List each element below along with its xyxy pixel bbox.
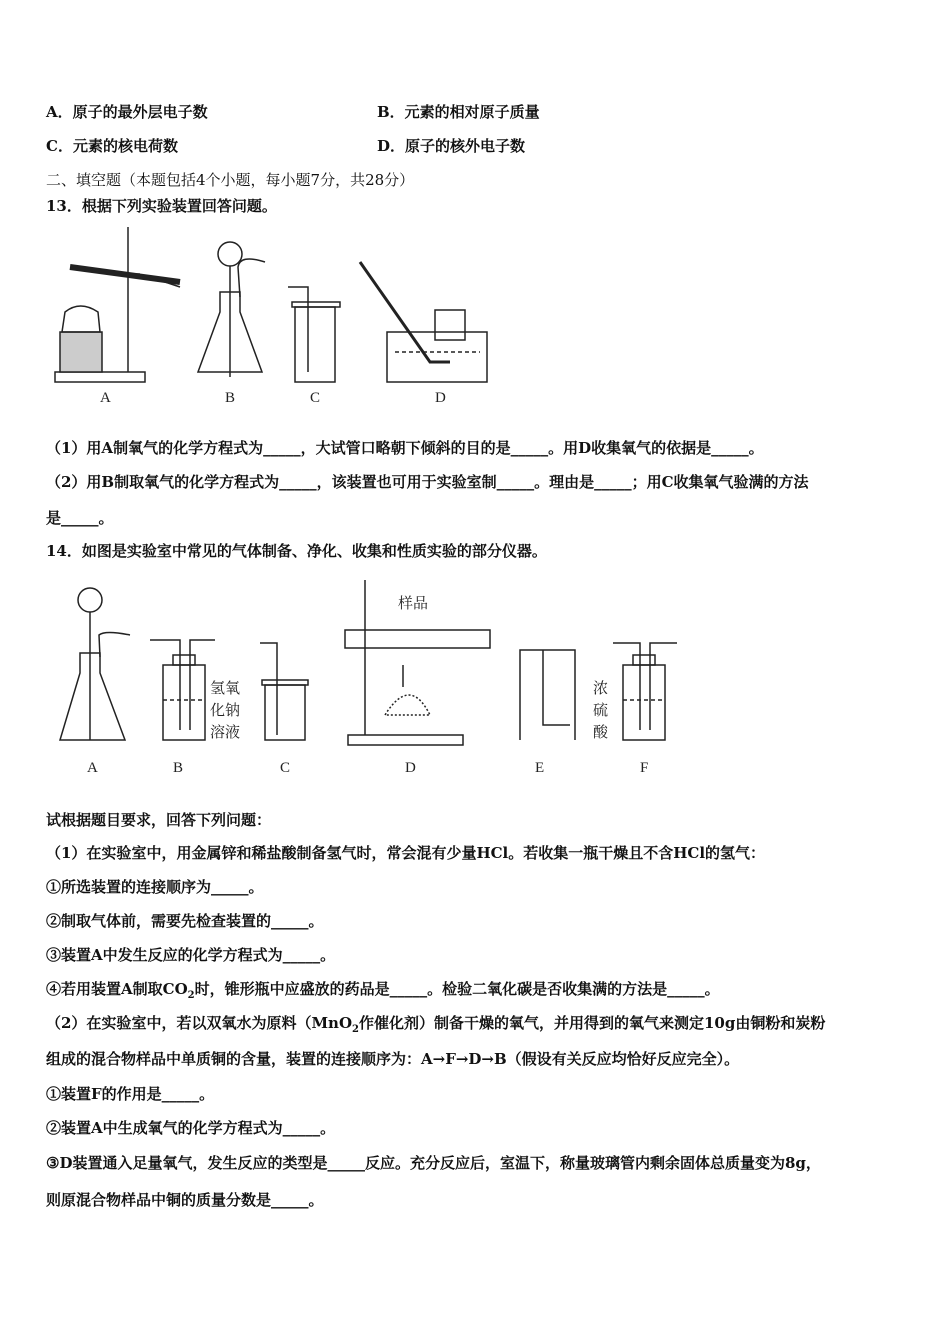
section-title: 二、填空题（本题包括4个小题，每小题7分，共28分） [46, 171, 415, 189]
q14-part2-item4: 则原混合物样品中铜的质量分数是_____。 [46, 1191, 324, 1209]
q13-part1: （1）用A制氧气的化学方程式为_____，大试管口略朝下倾斜的目的是_____。用D收集氧气的依据是_____。 [46, 439, 764, 457]
q14-intro: 试根据题目要求，回答下列问题： [46, 811, 272, 829]
q14-part2-item3: ③D装置通入足量氧气，发生反应的类型是_____反应。充分反应后，室温下，称量玻璃管内剩余固体总质量变为8g， [46, 1154, 821, 1172]
text: 时，锥形瓶中应盛放的药品是_____。检验二氧化碳是否收集满的方法是_____。 [194, 980, 720, 998]
option-d: D．原子的核外电子数 [377, 137, 526, 155]
apparatus-a [55, 227, 180, 406]
subscript: 2 [352, 1024, 359, 1035]
option-c: C．元素的核电荷数 [46, 137, 178, 155]
svg-text:硫: 硫 [593, 701, 609, 719]
apparatus-d [345, 580, 490, 776]
text: （2）在实验室中，若以双氧水为原料（MnO [46, 1014, 353, 1032]
apparatus-b-naoh [150, 640, 240, 776]
svg-text:样品: 样品 [398, 594, 429, 612]
q13-apparatus-figure [50, 222, 500, 412]
apparatus-f-sulfuric-acid [593, 643, 677, 776]
svg-text:浓: 浓 [593, 679, 609, 697]
svg-text:F: F [640, 760, 649, 776]
q14-stem: 14．如图是实验室中常见的气体制备、净化、收集和性质实验的部分仪器。 [46, 542, 547, 560]
apparatus-c [288, 287, 340, 406]
q14-part2-item1: ①装置F的作用是_____。 [46, 1085, 215, 1103]
q14-part2-item2: ②装置A中生成氧气的化学方程式为_____。 [46, 1119, 336, 1137]
q14-part1-item1: ①所选装置的连接顺序为_____。 [46, 878, 264, 896]
option-a: A．原子的最外层电子数 [46, 103, 208, 121]
svg-text:化钠: 化钠 [210, 701, 241, 719]
option-b: B．元素的相对原子质量 [377, 103, 540, 121]
q14-part1: （1）在实验室中，用金属锌和稀盐酸制备氢气时，常会混有少量HCl。若收集一瓶干燥且不含HCl的氢气： [46, 844, 766, 862]
svg-text:C: C [280, 760, 291, 776]
svg-text:E: E [535, 760, 545, 776]
svg-text:氢氧: 氢氧 [210, 679, 241, 697]
subscript: 2 [187, 990, 195, 1001]
svg-text:D: D [435, 390, 446, 406]
q14-part1-item3: ③装置A中发生反应的化学方程式为_____。 [46, 946, 336, 964]
svg-text:A: A [87, 760, 98, 776]
q14-part2-line2: 组成的混合物样品中单质铜的含量，装置的连接顺序为：A→F→D→B（假设有关反应均恰好反应完全）。 [46, 1050, 740, 1068]
svg-text:溶液: 溶液 [210, 723, 241, 741]
q13-stem: 13．根据下列实验装置回答问题。 [46, 197, 277, 215]
svg-text:B: B [173, 760, 184, 776]
apparatus-d [360, 262, 487, 406]
text: ④若用装置A制取CO [46, 980, 188, 998]
svg-text:A: A [100, 390, 111, 406]
q14-apparatus-figure [55, 575, 695, 785]
q14-part1-item2: ②制取气体前，需要先检查装置的_____。 [46, 912, 324, 930]
apparatus-c [260, 643, 308, 776]
q14-part2-line1 [46, 1013, 825, 1040]
apparatus-a [60, 588, 130, 776]
q13-part2-line1: （2）用B制取氧气的化学方程式为_____，该装置也可用于实验室制_____。理由是_____；用C收集氧气验满的方法 [46, 473, 809, 491]
apparatus-e [520, 650, 575, 776]
svg-text:酸: 酸 [593, 723, 609, 741]
svg-text:D: D [405, 760, 416, 776]
svg-text:C: C [310, 390, 321, 406]
text: 作催化剂）制备干燥的氧气，并用得到的氧气来测定10g由铜粉和炭粉 [358, 1014, 826, 1032]
svg-text:B: B [225, 390, 236, 406]
q14-part1-item4 [46, 979, 720, 1006]
apparatus-b [198, 242, 265, 406]
q13-part2-line2: 是_____。 [46, 509, 114, 527]
